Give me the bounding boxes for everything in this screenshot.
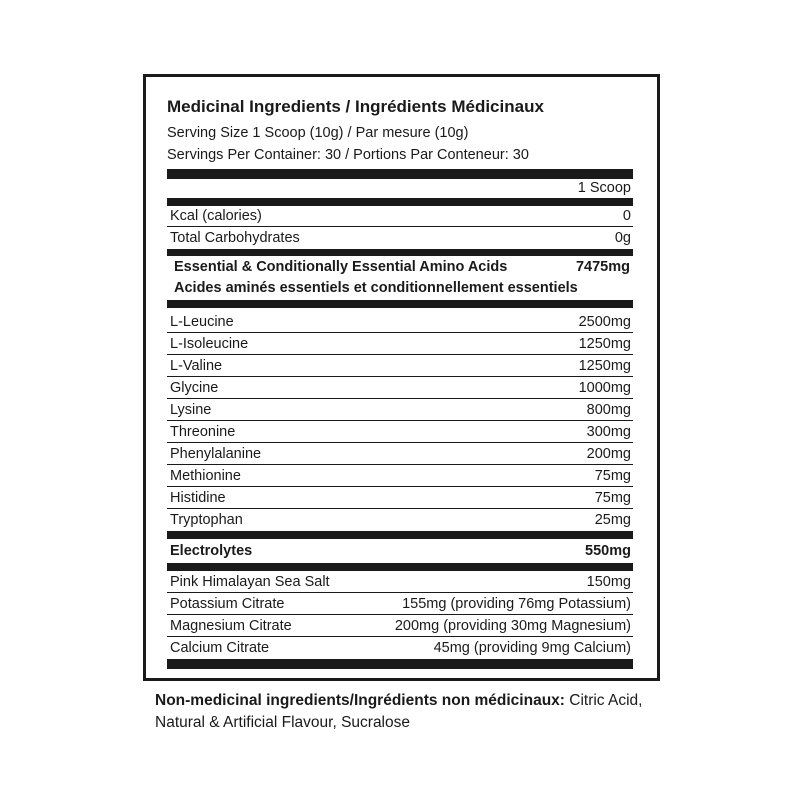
- table-row: [167, 421, 633, 443]
- row-value: 1250mg: [578, 357, 631, 374]
- table-row: [167, 593, 633, 615]
- servings-per-container: Servings Per Container: 30 / Portions Par Conteneur: 30: [167, 147, 529, 163]
- row-value: 0: [622, 207, 631, 224]
- table-row: [167, 377, 633, 399]
- table-row: [167, 399, 633, 421]
- column-header: 1 Scoop: [577, 179, 631, 196]
- table-row: [167, 443, 633, 465]
- row-value: 1000mg: [578, 379, 631, 396]
- row-value: 300mg: [586, 423, 631, 440]
- row-value: 800mg: [586, 401, 631, 418]
- amino-acids-title: Essential & Conditionally Essential Amino Acids: [174, 259, 508, 275]
- thick-divider: [167, 249, 633, 256]
- row-label: L-Isoleucine: [170, 335, 249, 352]
- row-value: 25mg: [594, 512, 631, 528]
- supplement-facts-panel: [143, 74, 660, 681]
- column-header-row: [167, 177, 633, 199]
- table-row: [167, 465, 633, 487]
- electrolytes-header: [167, 540, 633, 562]
- row-label: Tryptophan: [170, 512, 243, 528]
- table-row: [167, 355, 633, 377]
- amino-acids-total: 7475mg: [575, 259, 630, 275]
- row-label: Potassium Citrate: [170, 595, 285, 612]
- table-row: [167, 311, 633, 333]
- row-value: 0g: [614, 230, 631, 246]
- row-label: Pink Himalayan Sea Salt: [170, 573, 330, 590]
- table-row: [167, 509, 633, 531]
- thick-divider: [167, 300, 633, 308]
- electrolytes-title: Electrolytes: [170, 543, 253, 559]
- row-label: Phenylalanine: [170, 445, 262, 462]
- row-value: 75mg: [594, 489, 631, 506]
- row-label: Kcal (calories): [170, 207, 262, 224]
- table-row: [167, 333, 633, 355]
- thick-divider: [167, 531, 633, 539]
- row-label: Magnesium Citrate: [170, 617, 292, 634]
- non-medicinal-ingredients: [155, 690, 675, 734]
- row-value: 2500mg: [578, 313, 631, 330]
- table-row: [167, 571, 633, 593]
- row-label: Calcium Citrate: [170, 640, 270, 656]
- row-label: Total Carbohydrates: [170, 230, 300, 246]
- table-row: [167, 205, 633, 227]
- row-label: L-Leucine: [170, 313, 234, 330]
- electrolytes-total: 550mg: [585, 543, 631, 559]
- table-row: [167, 637, 633, 659]
- non-medicinal-text: Citric Acid, Natural & Artificial Flavour, Sucralose: [155, 692, 643, 731]
- table-row: [167, 227, 633, 249]
- row-label: Lysine: [170, 401, 212, 418]
- table-row: [167, 487, 633, 509]
- amino-acids-title-fr: Acides aminés essentiels et conditionnellement essentiels: [174, 280, 578, 296]
- row-value: 45mg (providing 9mg Calcium): [433, 640, 631, 656]
- non-medicinal-label: Non-medicinal ingredients/Ingrédients non médicinaux:: [155, 692, 565, 709]
- row-value: 150mg: [586, 573, 631, 590]
- row-value: 75mg: [594, 467, 631, 484]
- row-label: Glycine: [170, 379, 219, 396]
- row-value: 1250mg: [578, 335, 631, 352]
- row-label: Methionine: [170, 467, 241, 484]
- serving-size: Serving Size 1 Scoop (10g) / Par mesure (10g): [167, 125, 469, 141]
- amino-acids-header-fr: [167, 280, 633, 296]
- row-value: 200mg (providing 30mg Magnesium): [394, 617, 631, 634]
- row-value: 200mg: [586, 445, 631, 462]
- row-label: L-Valine: [170, 357, 223, 374]
- row-label: Histidine: [170, 489, 226, 506]
- thick-divider: [167, 659, 633, 669]
- thick-divider: [167, 563, 633, 571]
- row-label: Threonine: [170, 423, 236, 440]
- table-row: [167, 615, 633, 637]
- panel-title: Medicinal Ingredients / Ingrédients Médicinaux: [167, 97, 544, 116]
- row-value: 155mg (providing 76mg Potassium): [402, 595, 631, 612]
- amino-acids-header: [167, 259, 633, 275]
